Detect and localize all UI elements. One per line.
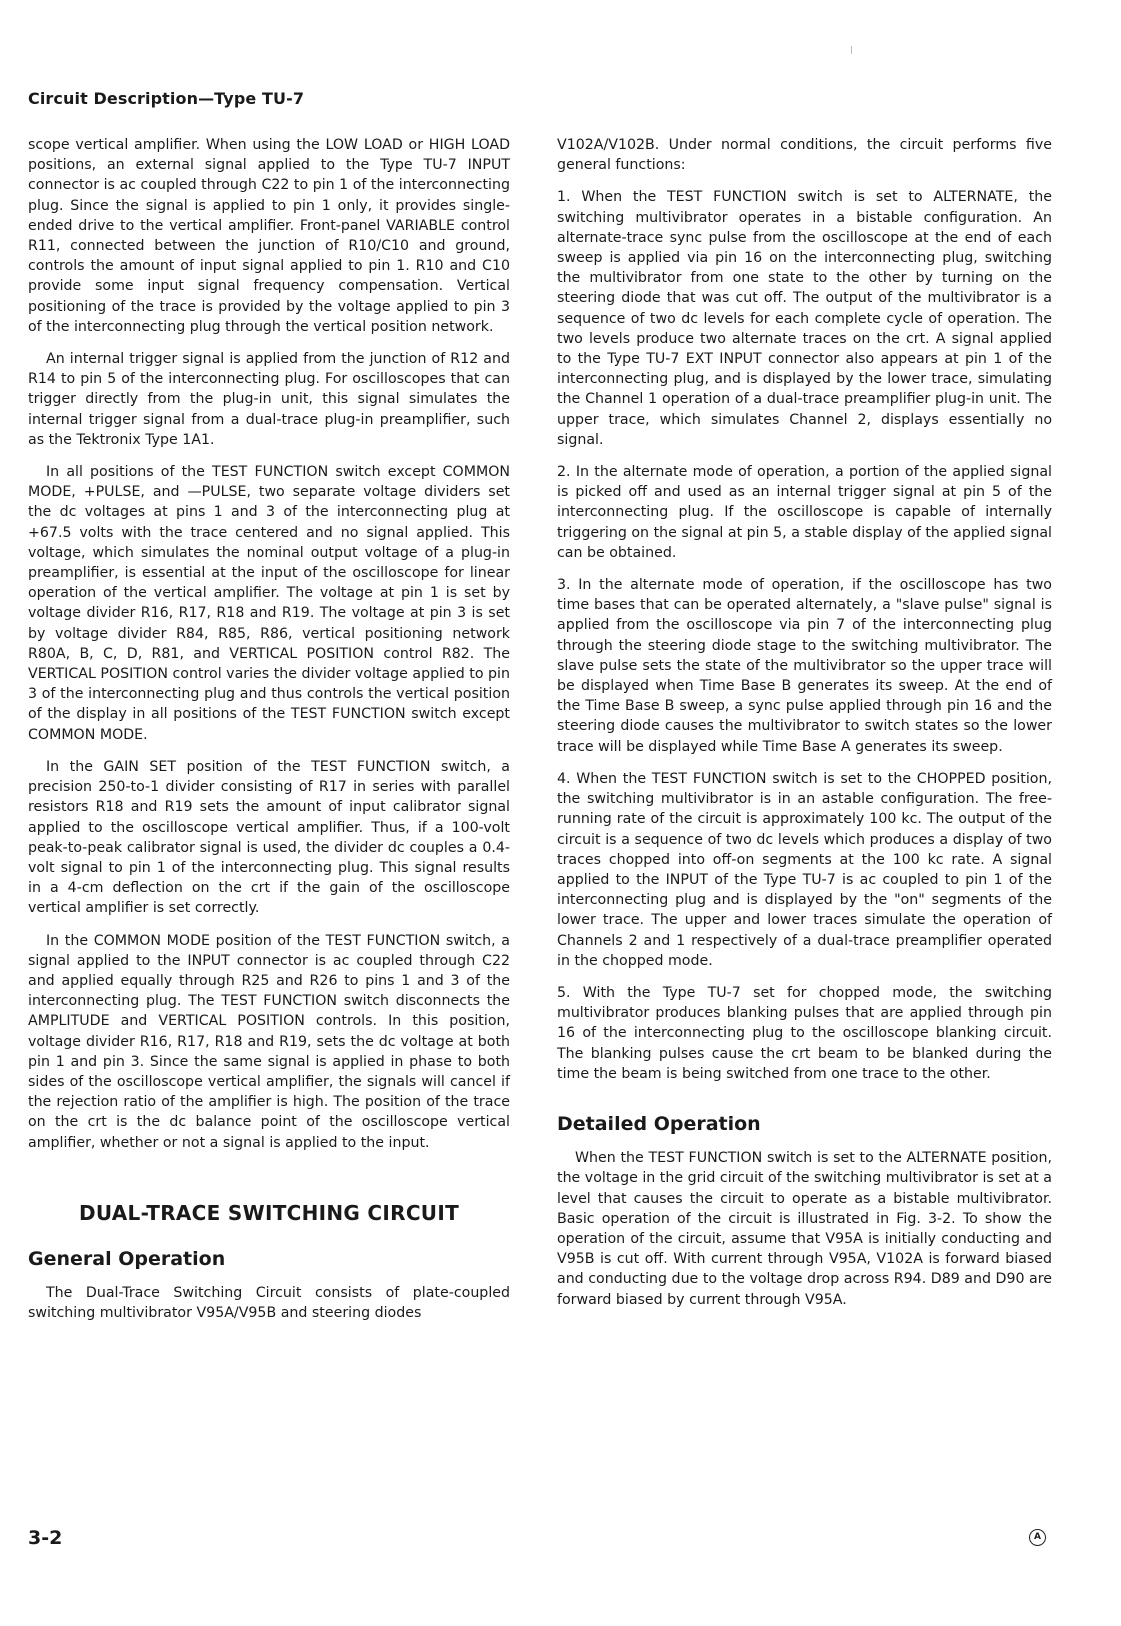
section-heading: DUAL-TRACE SWITCHING CIRCUIT — [78, 1200, 460, 1225]
paragraph: In the GAIN SET position of the TEST FUNCTION switch, a precision 250-to-1 divider consisting of R17 in series with parallel resistors R18 and R19 sets the amount of input calibrator signal applied to the oscilloscope vertical amplifier. Thus, if a 100-volt peak-to-peak calibrator signal is used, the divider dc couples a 0.4-volt signal to pin 1 of the interconnecting plug. This signal results in a 4-cm deflection on the crt if the gain of the oscilloscope vertical amplifier is set correctly. — [28, 758, 510, 917]
list-item: 4. When the TEST FUNCTION switch is set to the CHOPPED position, the switching multivibrator is in an astable configuration. The free-running rate of the circuit is approximately 100 kc. The output of the circuit is a sequence of two dc levels which produces a display of two traces chopped into off-on segments at the 100 kc rate. A signal applied to the INPUT of the Type TU-7 is ac coupled to pin 1 of the interconnecting plug and is displayed by the "on" segments of the lower trace. The upper and lower traces simulate the operation of Channels 2 and 1 respectively of a dual-trace preamplifier operated in the chopped mode. — [557, 770, 1052, 969]
list-item: 5. With the Type TU-7 set for chopped mode, the switching multivibrator produces blanking pulses that are applied through pin 16 of the interconnecting plug to the oscilloscope blanking circuit. The blanking pulses cause the crt beam to be blanked during the time the beam is being switched from one trace to the other. — [557, 984, 1052, 1082]
paragraph: An internal trigger signal is applied from the junction of R12 and R14 to pin 5 of the interconnecting plug. For oscilloscopes that can trigger directly from the plug-in unit, this signal simulates the internal trigger signal from a dual-trace plug-in preamplifier, such as the Tektronix Type 1A1. — [28, 351, 510, 448]
sub-heading-general-operation: General Operation — [28, 1247, 226, 1270]
left-column — [28, 135, 510, 1336]
paragraph: In all positions of the TEST FUNCTION switch except COMMON MODE, +PULSE, and —PULSE, two separate voltage dividers set the dc voltages at pins 1 and 3 of the interconnecting plug at +67.5 volts with the trace centered and no signal applied. This voltage, which simulates the nominal output voltage of a plug-in preamplifier, is essential at the input of the oscilloscope for linear operation of the vertical amplifier. The voltage at pin 1 is set by voltage divider R16, R17, R18 and R19. The voltage at pin 3 is set by voltage divider R84, R85, R86, vertical positioning network R80A, B, C, D, R81, and VERTICAL POSITION control R82. The VERTICAL POSITION control varies the divider voltage applied to pin 3 of the interconnecting plug and thus controls the vertical position of the display in all positions of the TEST FUNCTION switch except COMMON MODE. — [28, 464, 510, 743]
list-item: 3. In the alternate mode of operation, if the oscilloscope has two time bases that can be operated alternately, a "slave pulse" signal is applied from the oscilloscope via pin 7 of the interconnecting plug through the steering diode stage to the switching multivibrator. The slave pulse sets the state of the multivibrator so the upper trace will be displayed when Time Base B generates its sweep. At the end of the Time Base B sweep, a sync pulse applied through pin 16 and the steering diode causes the multivibrator to switch states so the lower trace will be displayed while Time Base A generates its sweep. — [557, 577, 1052, 755]
page-number: 3-2 — [28, 1527, 63, 1549]
paragraph: In the COMMON MODE position of the TEST FUNCTION switch, a signal applied to the INPUT connector is ac coupled through C22 and applied equally through R25 and R26 to pins 1 and 3 of the interconnecting plug. The TEST FUNCTION switch disconnects the AMPLITUDE and VERTICAL POSITION controls. In this position, voltage divider R16, R17, R18 and R19, sets the dc voltage at both pin 1 and pin 3. Since the same signal is applied in phase to both sides of the oscilloscope vertical amplifier, the signals will cancel if the rejection ratio of the amplifier is high. The position of the trace on the crt is the dc balance point of the oscilloscope vertical amplifier, whether or not a signal is applied to the input. — [28, 932, 510, 1151]
sub-heading-detailed-operation: Detailed Operation — [557, 1112, 761, 1135]
tektronix-logo-icon: A — [1029, 1529, 1046, 1546]
list-item: 1. When the TEST FUNCTION switch is set to ALTERNATE, the switching multivibrator operates in a bistable configuration. An alternate-trace sync pulse from the oscilloscope at the end of each sweep is applied via pin 16 on the interconnecting plug, switching the multivibrator from one state to the other by turning on the steering diode that was cut off. The output of the multivibrator is a sequence of two dc levels for each complete cycle of operation. The two levels produce two alternate traces on the crt. A signal applied to the Type TU-7 EXT INPUT connector also appears at pin 1 of the interconnecting plug, and is displayed by the lower trace, simulating the Channel 1 operation of a dual-trace preamplifier plug-in unit. The upper trace, which simulates Channel 2, displays essentially no signal. — [557, 189, 1052, 448]
paragraph: The Dual-Trace Switching Circuit consists of plate-coupled switching multivibrator V95A/V95B and steering diodes — [28, 1285, 510, 1322]
paragraph: scope vertical amplifier. When using the LOW LOAD or HIGH LOAD positions, an external signal applied to the Type TU-7 INPUT connector is ac coupled through C22 to pin 1 of the interconnecting plug. Since the signal is applied to pin 1 only, it provides single-ended drive to the vertical amplifier. Front-panel VARIABLE control R11, connected between the junction of R10/C10 and ground, controls the amount of input signal applied to pin 1. R10 and C10 provide some input signal frequency compensation. Vertical positioning of the trace is provided by the voltage applied to pin 3 of the interconnecting plug through the vertical position network. — [28, 137, 510, 335]
scan-mark — [851, 46, 852, 54]
right-column — [557, 135, 1052, 1322]
paragraph: V102A/V102B. Under normal conditions, the circuit performs five general functions: — [557, 137, 1052, 174]
paragraph: When the TEST FUNCTION switch is set to the ALTERNATE position, the voltage in the grid circuit of the switching multivibrator is set at a level that causes the circuit to operate as a bistable multivibrator. Basic operation of the circuit is illustrated in Fig. 3-2. To show the operation of the circuit, assume that V95A is initially conducting and V95B is cut off. With current through V95A, V102A is forward biased and conducting due to the voltage drop across R94. D89 and D90 are forward biased by current through V95A. — [557, 1150, 1052, 1308]
running-head: Circuit Description—Type TU-7 — [28, 89, 305, 108]
list-item: 2. In the alternate mode of operation, a portion of the applied signal is picked off and used as an internal trigger signal at pin 5 of the interconnecting plug. If the oscilloscope is capable of internally triggering on the signal at pin 5, a stable display of the applied signal can be obtained. — [557, 464, 1052, 561]
